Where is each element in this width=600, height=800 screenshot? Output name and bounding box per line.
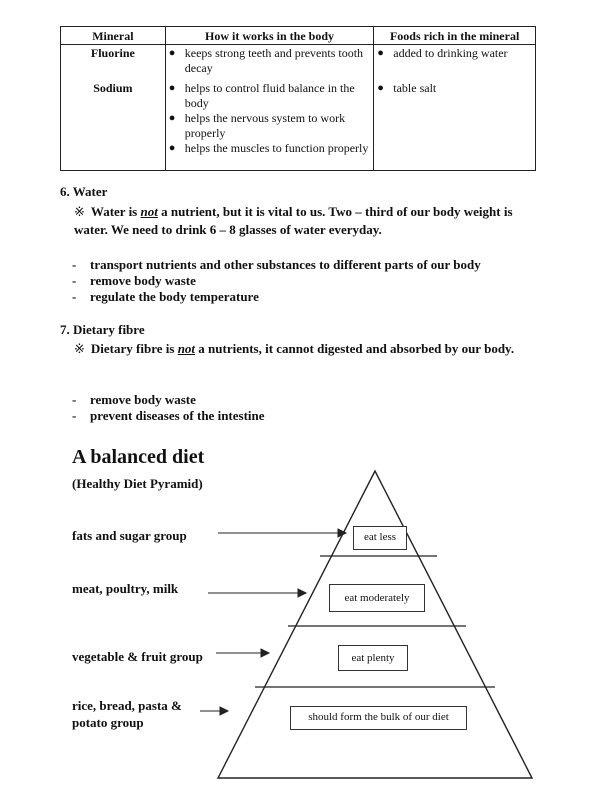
food-group-label: rice, bread, pasta & potato group <box>72 698 182 730</box>
arrow-icon <box>200 707 228 715</box>
list-item: - remove body waste <box>72 392 196 407</box>
note-text: a nutrients, it cannot digested and absorbed by our body. <box>195 341 515 356</box>
mineral-name: Fluorine <box>61 45 166 78</box>
list-item: ● keeps strong teeth and prevents tooth decay <box>169 46 371 76</box>
food-group-label: meat, poultry, milk <box>72 581 179 596</box>
reference-mark-icon: ※ <box>74 341 85 356</box>
table-header: Foods rich in the mineral <box>374 27 536 45</box>
arrow-icon <box>216 649 269 657</box>
table-header: Mineral <box>61 27 166 45</box>
arrow-icon <box>218 529 346 537</box>
list-item: ● helps to control fluid balance in the body <box>169 81 371 111</box>
list-item: ● helps the muscles to function properly <box>169 141 371 156</box>
arrow-icon <box>208 589 306 597</box>
mineral-name: Sodium <box>61 77 166 171</box>
note-text: Water is <box>90 204 141 219</box>
section-title-fibre: 7. Dietary fibre <box>60 322 145 337</box>
pyramid-level-label: eat less <box>353 526 407 550</box>
section-title-water: 6. Water <box>60 184 108 199</box>
list-item: ● table salt <box>377 81 532 96</box>
list-item: - prevent diseases of the intestine <box>72 408 265 423</box>
pyramid-level-label: should form the bulk of our diet <box>290 706 467 730</box>
note-text: a nutrient, but it is vital to us. Two – third of our body weight is water. We need to drink 6 – 8 glasses of water everyday. <box>74 204 513 237</box>
pyramid-level-label: eat moderately <box>329 584 425 612</box>
reference-mark-icon: ※ <box>74 204 85 219</box>
food-group-label: fats and sugar group <box>72 528 187 543</box>
list-item: - regulate the body temperature <box>72 289 259 304</box>
subtitle: (Healthy Diet Pyramid) <box>72 476 203 491</box>
note-emphasis: not <box>140 204 158 219</box>
pyramid-outline <box>218 471 532 778</box>
table-header: How it works in the body <box>165 27 374 45</box>
note-text: Dietary fibre is <box>90 341 178 356</box>
note-emphasis: not <box>177 341 196 356</box>
page-title: A balanced diet <box>72 446 205 468</box>
list-item: ● added to drinking water <box>377 46 532 61</box>
list-item: ● helps the nervous system to work properly <box>169 111 371 141</box>
list-item: - transport nutrients and other substances to different parts of our body <box>72 257 481 272</box>
pyramid-level-label: eat plenty <box>338 645 408 671</box>
food-group-label: vegetable & fruit group <box>72 649 203 664</box>
list-item: - remove body waste <box>72 273 196 288</box>
